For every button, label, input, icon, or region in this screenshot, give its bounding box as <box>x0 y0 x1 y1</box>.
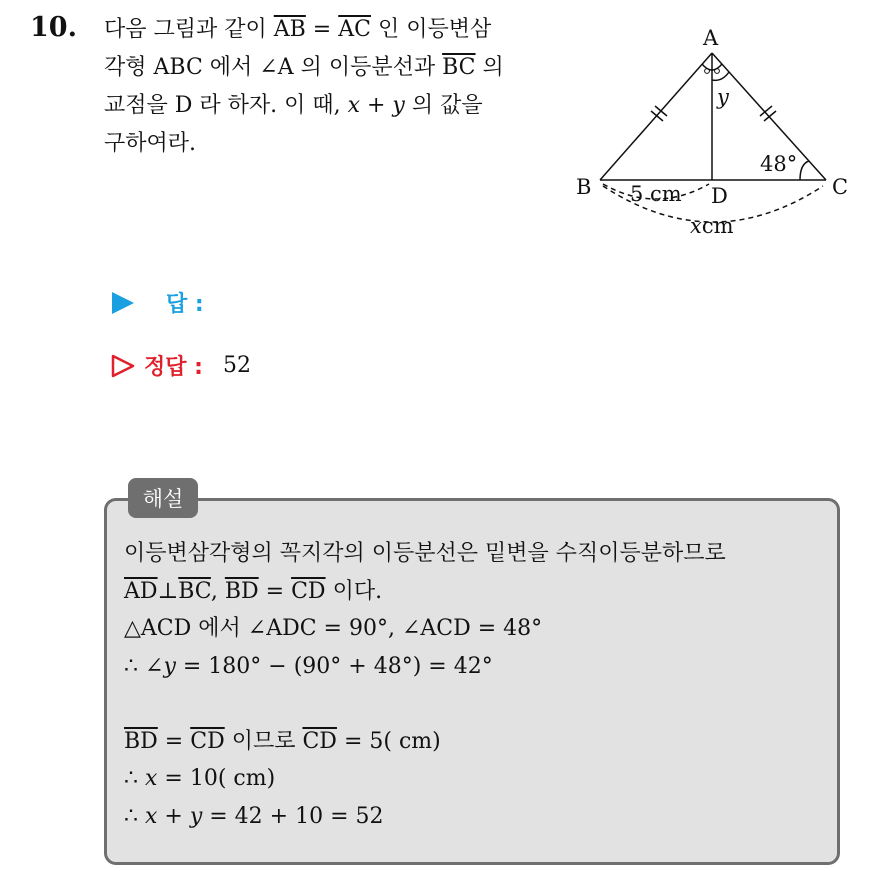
length-bc-label: xcm <box>690 214 734 238</box>
length-bd-label: 5 cm <box>630 182 682 206</box>
solution-value: 52 <box>222 353 251 378</box>
vertex-b-label: B <box>576 175 592 199</box>
explanation-line: 이등변삼각형의 꼭지각의 이등분선은 밑변을 수직이등분하므로 <box>124 541 726 566</box>
explanation-line: ∴ x + y = 42 + 10 = 52 <box>124 803 384 829</box>
explanation-line: △ACD 에서 ∠ADC = 90°, ∠ACD = 48° <box>124 616 543 641</box>
problem-line-3: 교점을 D 라 하자. 이 때, x + y 의 값을 <box>104 93 483 118</box>
explanation-tab: 해설 <box>128 478 198 518</box>
problem-number: 10. <box>30 12 77 43</box>
angle-arc-y <box>712 72 729 80</box>
triangle-figure <box>560 18 860 248</box>
problem-line-1: 다음 그림과 같이 $\overline{AB} = \overline{AC}$ 인 이등변삼 <box>104 17 492 42</box>
point-d-label: D <box>711 184 728 208</box>
segment-ab: $\overline{AB}$ <box>273 17 306 42</box>
play-triangle-icon <box>110 290 136 316</box>
explanation-blank-line <box>124 685 834 723</box>
angle-y-label: y <box>717 85 729 109</box>
vertex-a-label: A <box>703 26 719 50</box>
expression-x-plus-y: x + y <box>347 93 405 118</box>
side-ab <box>600 53 712 180</box>
vertex-c-label: C <box>832 175 849 199</box>
explanation-line: $\overline{AD}\perp\overline{BC}$, $\overline{BD} = \overline{CD}$ 이다. <box>124 578 383 604</box>
problem-statement <box>104 11 554 163</box>
segment-ac: $\overline{AC}$ <box>338 17 371 42</box>
explanation-line: ∴ ∠y = 180° − (90° + 48°) = 42° <box>124 653 493 679</box>
problem-line-4: 구하여라. <box>104 131 197 156</box>
explanation-line: ∴ x = 10( cm) <box>124 766 276 791</box>
explanation-line: $\overline{BD} = \overline{CD}$ 이므로 $\overline{CD} = 5$( cm) <box>124 728 441 754</box>
answer-label: 답 : <box>166 292 204 317</box>
answer-blank-row <box>110 287 204 318</box>
explanation-content <box>124 535 834 835</box>
solution-label: 정답 : <box>144 355 203 380</box>
outline-triangle-icon <box>110 353 136 379</box>
angle-arc-c <box>800 161 809 180</box>
answer-solution-row <box>110 350 251 381</box>
problem-line-2: 각형 ABC 에서 ∠A 의 이등분선과 $\overline{BC}$ 의 <box>104 55 504 80</box>
segment-bc: $\overline{BC}$ <box>442 55 476 80</box>
angle-c-label: 48° <box>760 152 798 176</box>
